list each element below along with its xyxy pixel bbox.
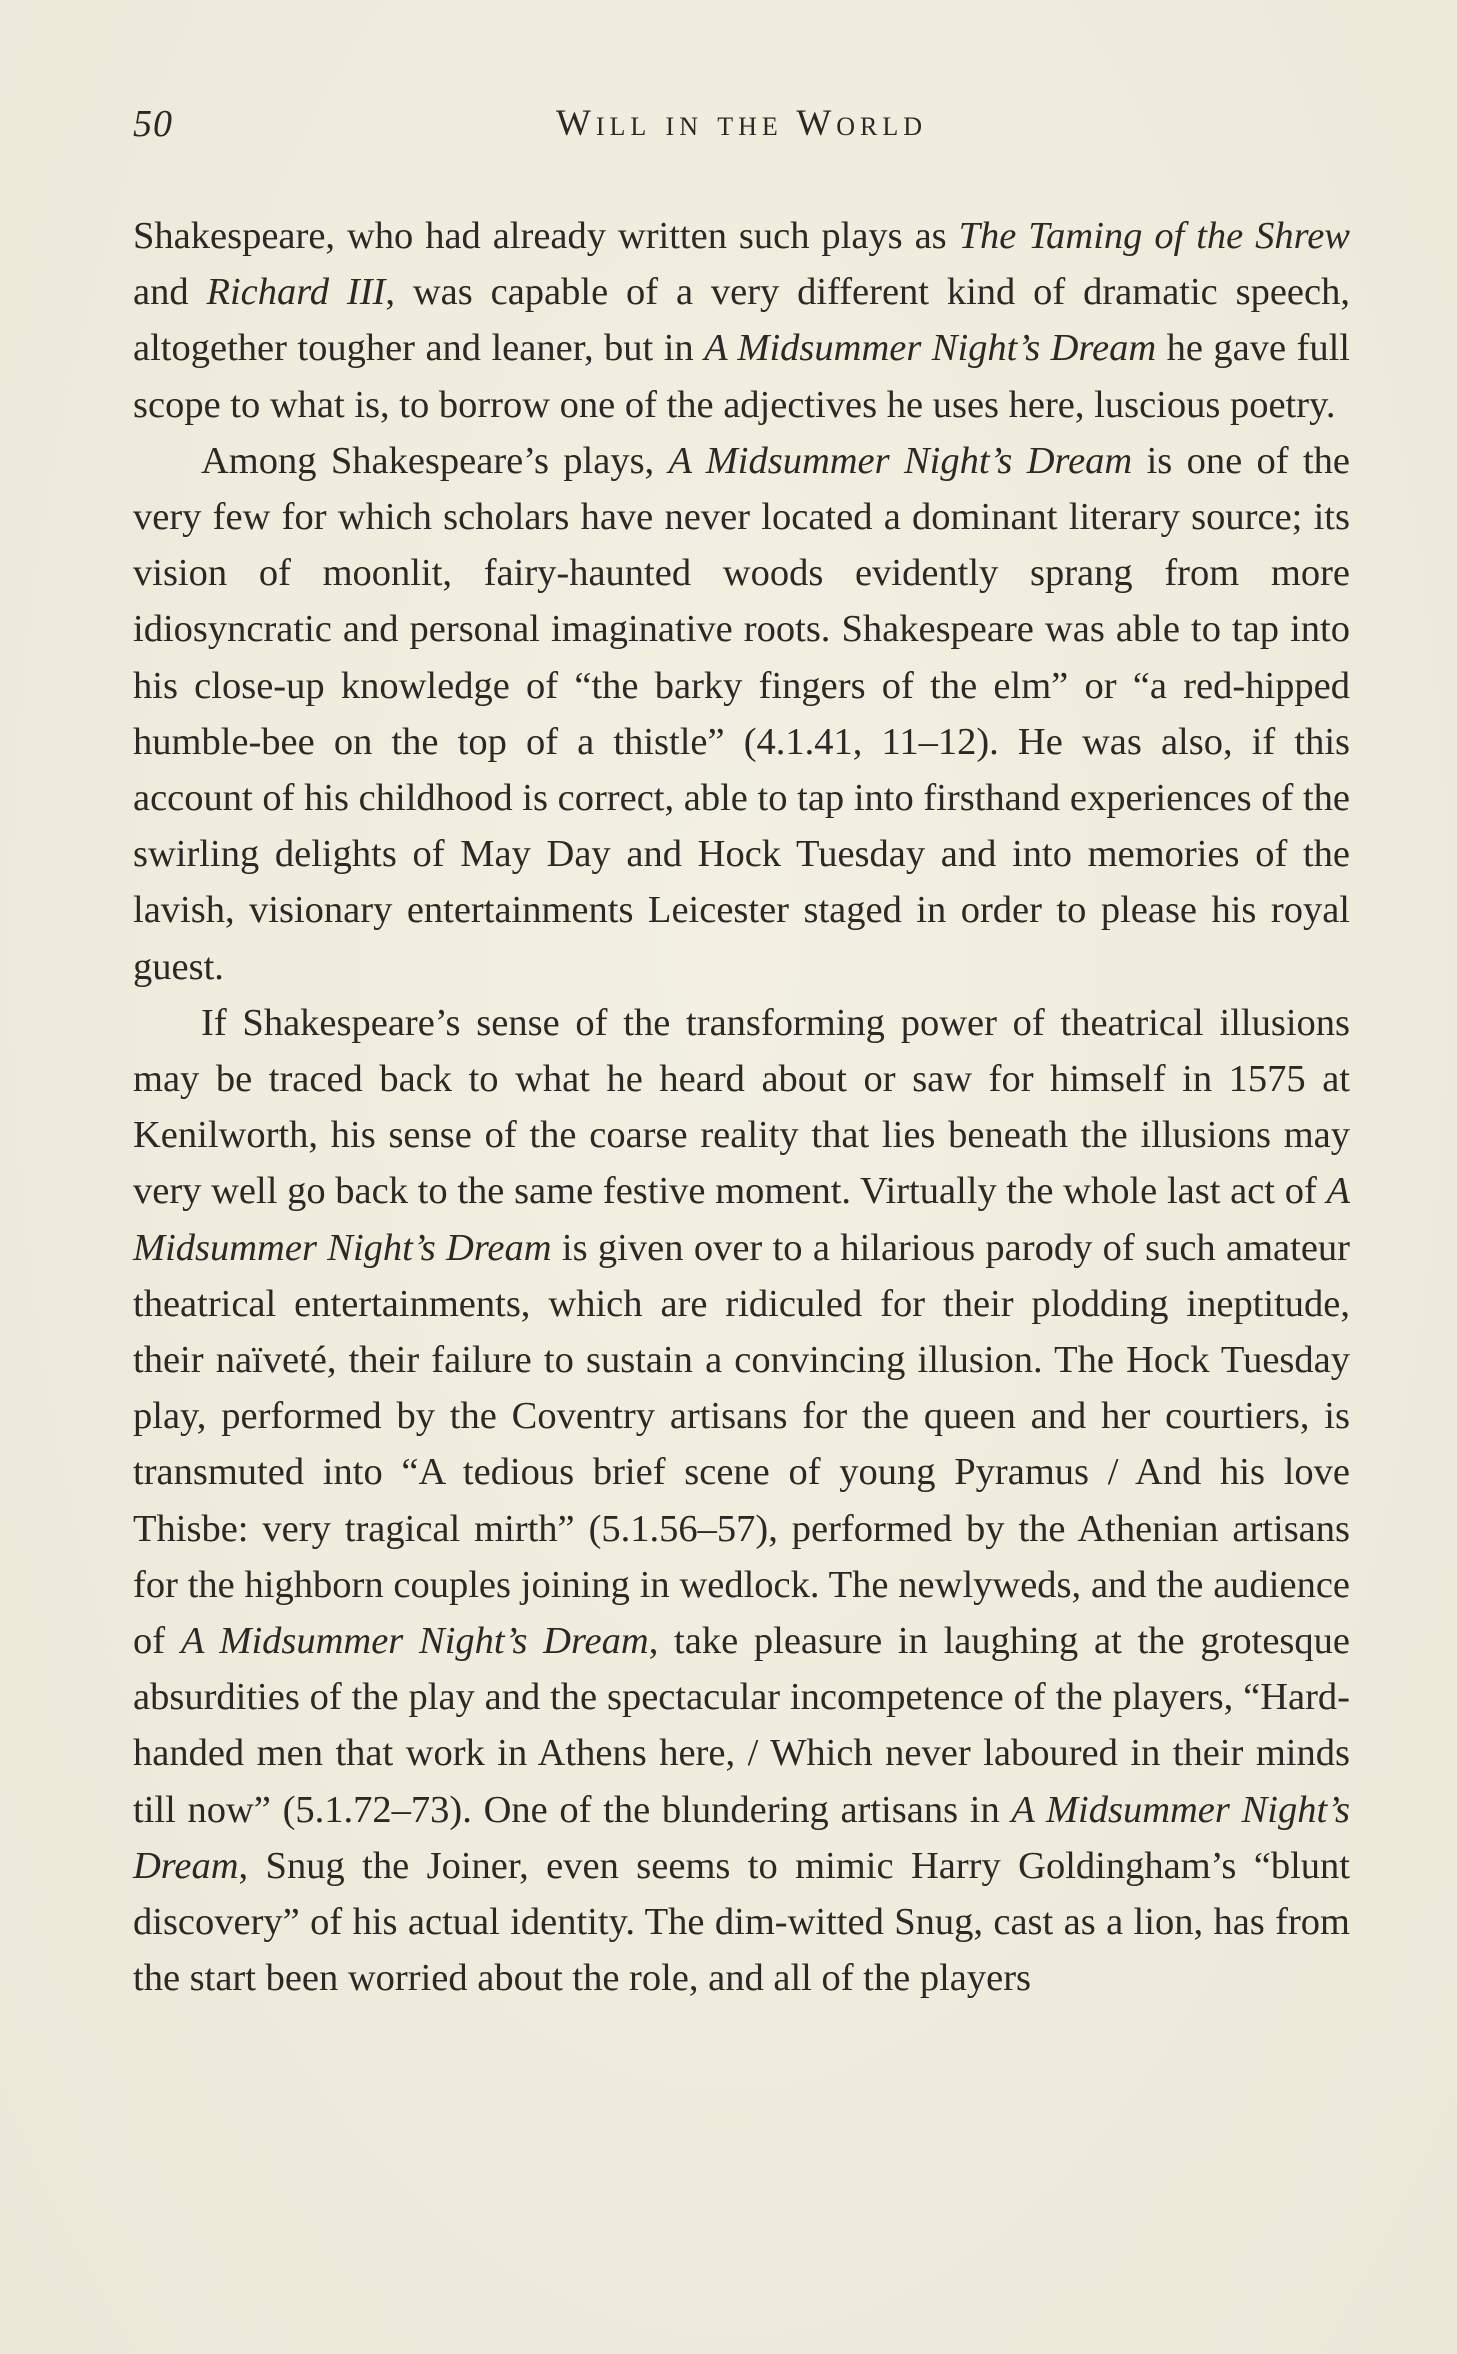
text-run: , was capable of a very different kind of dramatic speech, altogether tougher and leaner, but in: [133, 271, 1350, 370]
text-run: Shakespeare, who had already written such plays as: [133, 215, 959, 257]
running-head: [133, 96, 1350, 166]
italic-title-run: A Midsummer Night’s Dream: [133, 1170, 1350, 1269]
italic-title-run: A Midsummer Night’s Dream: [704, 327, 1157, 370]
body-text: [133, 208, 1350, 2007]
text-run: , Snug the Joiner, even seems to mimic Harry Goldingham’s “blunt discovery” of his actual identity. The dim-witted Snug, cast as a lion, has from the start been worried about the role, and all of the players: [133, 1844, 1350, 2000]
paragraph: [133, 433, 1350, 995]
text-run: he gave full scope to what is, to borrow one of the adjectives he uses here, luscious poetry.: [133, 327, 1350, 426]
italic-title-run: A Midsummer Night’s Dream: [180, 1620, 649, 1663]
text-run: , take pleasure in laughing at the grotesque absurdities of the play and the spectacular incompetence of the players, “Hard-handed men that work in Athens here, / Which never laboured in their minds till now” (5.1.72–73). One of the blundering artisans in: [133, 1620, 1351, 1831]
text-run: Among Shakespeare’s plays,: [201, 439, 669, 482]
text-run: is one of the very few for which scholars have never located a dominant literary source; its vision of moonlit, fairy-haunted woods evidently sprang from more idiosyncratic and personal imaginative roots. Shakespeare was able to tap into his close-up knowledge of “the barky fingers of the elm” or “a red-hipped humble-bee on the top of a thistle” (4.1.41, 11–12). He was also, if this account of his childhood is correct, able to tap into firsthand experiences of the swirling delights of May Day and Hock Tuesday and into memories of the lavish, visionary entertainments Leicester staged in order to please his royal guest.: [133, 439, 1350, 988]
text-run: is given over to a hilarious parody of such amateur theatrical entertainments, which are ridiculed for their plodding ineptitude, their naïveté, their failure to sustain a convincing illusion. The Hock Tuesday play, performed by the Coventry artisans for the queen and her courtiers, is transmuted into “A tedious brief scene of young Pyramus / And his love Thisbe: very tragical mirth” (5.1.56–57), performed by the Athenian artisans for the highborn couples joining in wedlock. The newlyweds, and the audience of: [133, 1226, 1350, 1663]
italic-title-run: A Midsummer Night’s Dream: [668, 439, 1133, 482]
page-number: 50: [133, 103, 173, 145]
text-run: and: [133, 271, 207, 314]
italic-title-run: The Taming of the Shrew: [958, 215, 1350, 257]
running-title: Will in the World: [555, 103, 928, 144]
italic-title-run: Richard III: [206, 271, 386, 314]
italic-title-run: A Midsummer Night’s Dream: [133, 1788, 1350, 1887]
paragraph: [133, 208, 1350, 433]
paragraph: [133, 995, 1350, 2007]
text-run: If Shakespeare’s sense of the transforming power of theatrical illusions may be traced back to what he heard about or saw for himself in 1575 at Kenilworth, his sense of the coarse reality that lies beneath the illusions may very well go back to the same festive moment. Virtually the whole last act of: [133, 1001, 1350, 1213]
